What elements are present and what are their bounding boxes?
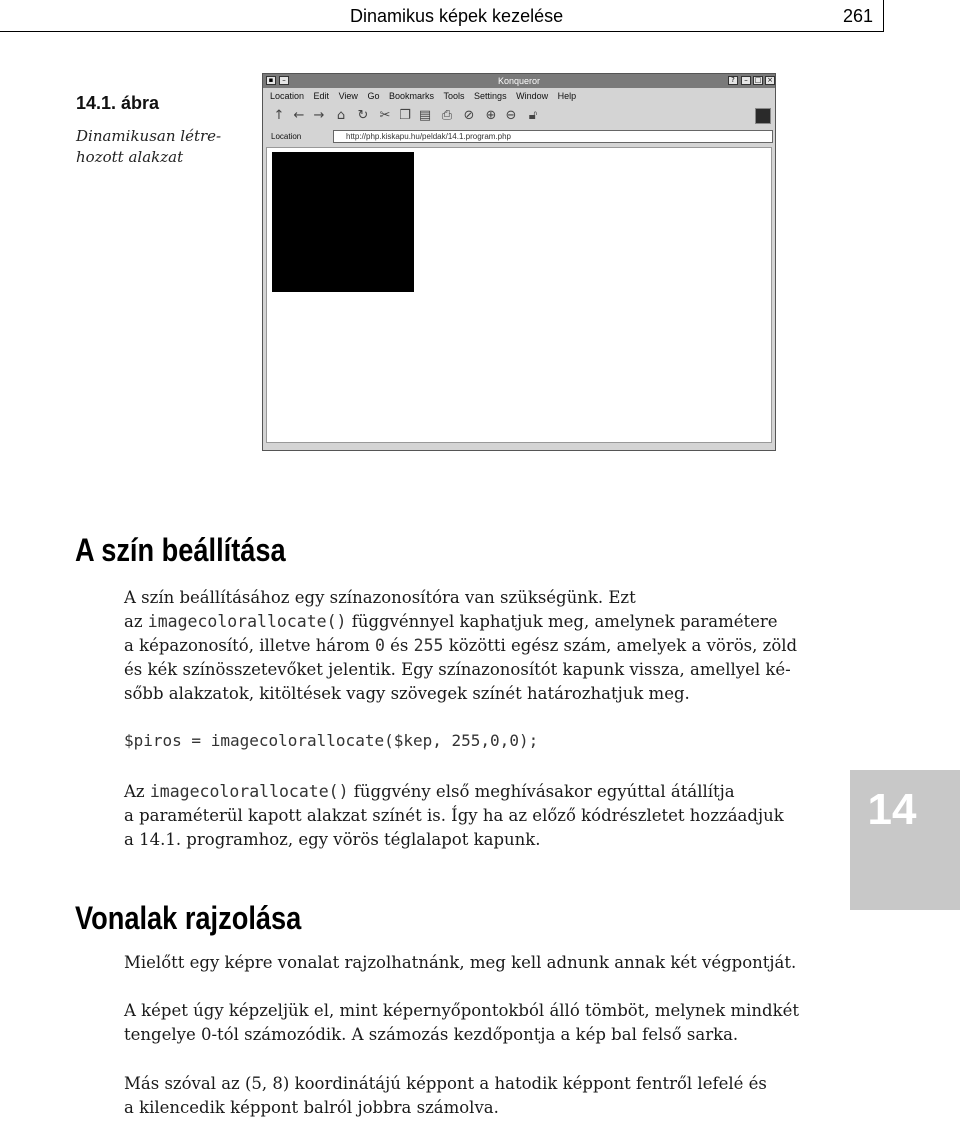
header-rule <box>0 31 884 32</box>
zoom-in-icon[interactable]: ⊕ <box>485 108 497 123</box>
page-viewport <box>266 147 772 443</box>
paragraph-color-note <box>124 780 824 852</box>
paragraph-lines-intro: Mielőtt egy képre vonalat rajzolhatnánk, meg kell adnunk annak két végpontját. <box>124 953 797 972</box>
menu-go[interactable]: Go <box>367 91 380 101</box>
cut-icon[interactable]: ✂ <box>379 108 391 123</box>
generated-rectangle-image <box>272 152 414 292</box>
menu-bookmarks[interactable]: Bookmarks <box>388 91 434 101</box>
menu-bar <box>263 89 775 103</box>
paragraph-lines-coordinates <box>124 999 824 1047</box>
sticky-icon[interactable]: – <box>279 76 289 85</box>
konqueror-logo-icon <box>755 108 771 124</box>
text-line: sőbb alakzatok, kitöltések vagy szövegek színét határozhatjuk meg. <box>124 684 690 703</box>
paste-icon[interactable]: ▤ <box>418 108 432 123</box>
menu-settings[interactable]: Settings <box>474 91 507 101</box>
text-line: Az imagecolorallocate() függvény első meghívásakor egyúttal átállítja <box>124 782 735 801</box>
text-line: Más szóval az (5, 8) koordinátájú képpont a hatodik képpont fentről lefelé és <box>124 1074 767 1093</box>
window-titlebar <box>263 74 775 88</box>
figure-caption: Dinamikusan létre-hozott alakzat <box>76 127 222 166</box>
stop-icon[interactable]: ⊘ <box>463 108 475 123</box>
location-bar <box>263 129 775 145</box>
menu-view[interactable]: View <box>338 91 358 101</box>
close-icon[interactable]: × <box>765 76 775 85</box>
paragraph-lines-example <box>124 1072 824 1120</box>
figure-label: 14.1. ábra <box>76 93 160 113</box>
url-input[interactable]: http://php.kiskapu.hu/peldak/14.1.program.php <box>333 130 773 143</box>
text-line: és kék színösszetevőket jelentik. Egy színazonosítót kapunk vissza, amellyel ké- <box>124 660 791 679</box>
menu-tools[interactable]: Tools <box>443 91 465 101</box>
minimize-icon[interactable]: – <box>741 76 751 85</box>
reload-icon[interactable]: ↻ <box>357 108 369 123</box>
paragraph-color-intro <box>124 586 824 706</box>
up-icon[interactable]: ↑ <box>273 108 285 123</box>
window-menu-icon[interactable]: ▪ <box>266 76 276 85</box>
text-line: a paraméterül kapott alakzat színét is. Így ha az előző kódrészletet hozzáadjuk <box>124 806 784 825</box>
menu-edit[interactable]: Edit <box>313 91 330 101</box>
home-icon[interactable]: ⌂ <box>336 108 346 123</box>
menu-help[interactable]: Help <box>557 91 577 101</box>
zoom-out-icon[interactable]: ⊖ <box>505 108 517 123</box>
help-icon[interactable]: ? <box>728 76 738 85</box>
text-line: A képet úgy képzeljük el, mint képernyőpontokból álló tömböt, melynek mindkét <box>124 1001 799 1020</box>
print-icon[interactable]: ⎙ <box>441 108 453 123</box>
chapter-number: 14 <box>867 785 917 834</box>
text-line: az imagecolorallocate() függvénnyel kaphatjuk meg, amelynek paramétere <box>124 612 778 631</box>
section-heading-lines: Vonalak rajzolása <box>75 900 302 936</box>
text-line: a kilencedik képpont balról jobbra számolva. <box>124 1098 499 1117</box>
menu-window[interactable]: Window <box>516 91 549 101</box>
text-line: a képazonosító, illetve három 0 és 255 közötti egész szám, amelyek a vörös, zöld <box>124 636 798 655</box>
location-label: Location <box>271 132 302 141</box>
security-icon[interactable]: 🔓︎ <box>528 108 538 123</box>
text-line: tengelye 0-tól számozódik. A számozás kezdőpontja a kép bal felső sarka. <box>124 1025 739 1044</box>
header-vertical-rule <box>883 0 884 32</box>
text-line: A szín beállításához egy színazonosítóra van szükségünk. Ezt <box>124 588 636 607</box>
toolbar <box>263 105 775 127</box>
running-header-title: Dinamikus képek kezelése <box>350 6 564 26</box>
browser-window <box>262 73 776 451</box>
text-line: a 14.1. programhoz, egy vörös téglalapot kapunk. <box>124 830 541 849</box>
section-heading-color: A szín beállítása <box>75 532 286 568</box>
window-title: Konqueror <box>497 76 541 86</box>
menu-location[interactable]: Location <box>270 91 305 101</box>
copy-icon[interactable]: ❐ <box>399 108 411 123</box>
code-sample: $piros = imagecolorallocate($kep, 255,0,0); <box>124 731 539 750</box>
maximize-icon[interactable]: □ <box>754 76 762 84</box>
page-number: 261 <box>843 6 874 26</box>
back-icon[interactable]: ← <box>293 108 305 123</box>
forward-icon[interactable]: → <box>313 108 325 123</box>
